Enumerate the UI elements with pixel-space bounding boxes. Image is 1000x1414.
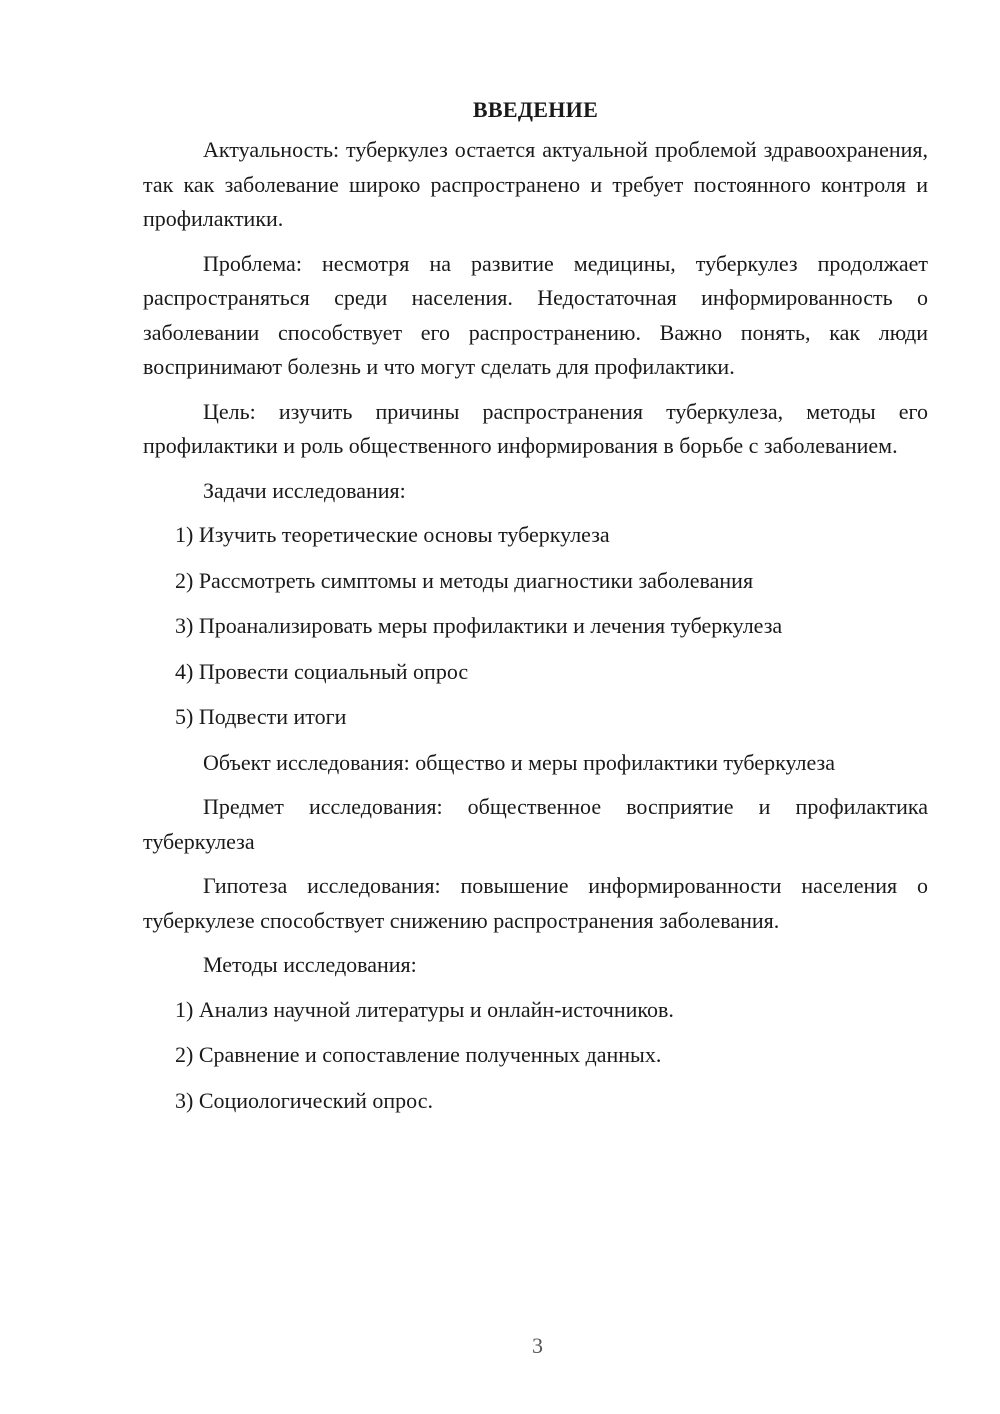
- document-body: [143, 93, 928, 1129]
- subject-paragraph: Предмет исследования: общественное восприятие и профилактика туберкулеза: [143, 794, 928, 854]
- method-item: 2) Сравнение и сопоставление полученных данных.: [175, 1042, 662, 1067]
- object-paragraph: Объект исследования: общество и меры профилактики туберкулеза: [203, 749, 835, 775]
- methods-title: Методы исследования:: [203, 952, 417, 977]
- goal-paragraph: Цель: изучить причины распространения туберкулеза, методы его профилактики и роль общественного информирования в борьбе с заболеванием.: [143, 398, 928, 458]
- method-item: 1) Анализ научной литературы и онлайн-источников.: [175, 996, 674, 1022]
- task-item: 5) Подвести итоги: [175, 704, 347, 729]
- task-item: 2) Рассмотреть симптомы и методы диагностики заболевания: [175, 567, 754, 593]
- problem-paragraph: Проблема: несмотря на развитие медицины, туберкулез продолжает распространяться среди населения. Недостаточная информированность о заболевании способствует его распространению. Важно понять, как люди воспринимают болезнь и что могут сделать для профилактики.: [143, 250, 928, 379]
- tasks-title: Задачи исследования:: [203, 477, 406, 503]
- task-item: 4) Провести социальный опрос: [175, 658, 469, 684]
- hypothesis-paragraph: Гипотеза исследования: повышение информированности населения о туберкулезе способствует снижению распространения заболевания.: [143, 873, 928, 933]
- section-heading: ВВЕДЕНИЕ: [472, 97, 599, 122]
- task-item: 1) Изучить теоретические основы туберкулеза: [175, 522, 610, 547]
- method-item: 3) Социологический опрос.: [175, 1087, 433, 1113]
- task-item: 3) Проанализировать меры профилактики и лечения туберкулеза: [175, 613, 783, 638]
- relevance-paragraph: Актуальность: туберкулез остается актуальной проблемой здравоохранения, так как заболевание широко распространено и требует постоянного контроля и профилактики.: [143, 137, 928, 231]
- page-number: 3: [532, 1333, 543, 1358]
